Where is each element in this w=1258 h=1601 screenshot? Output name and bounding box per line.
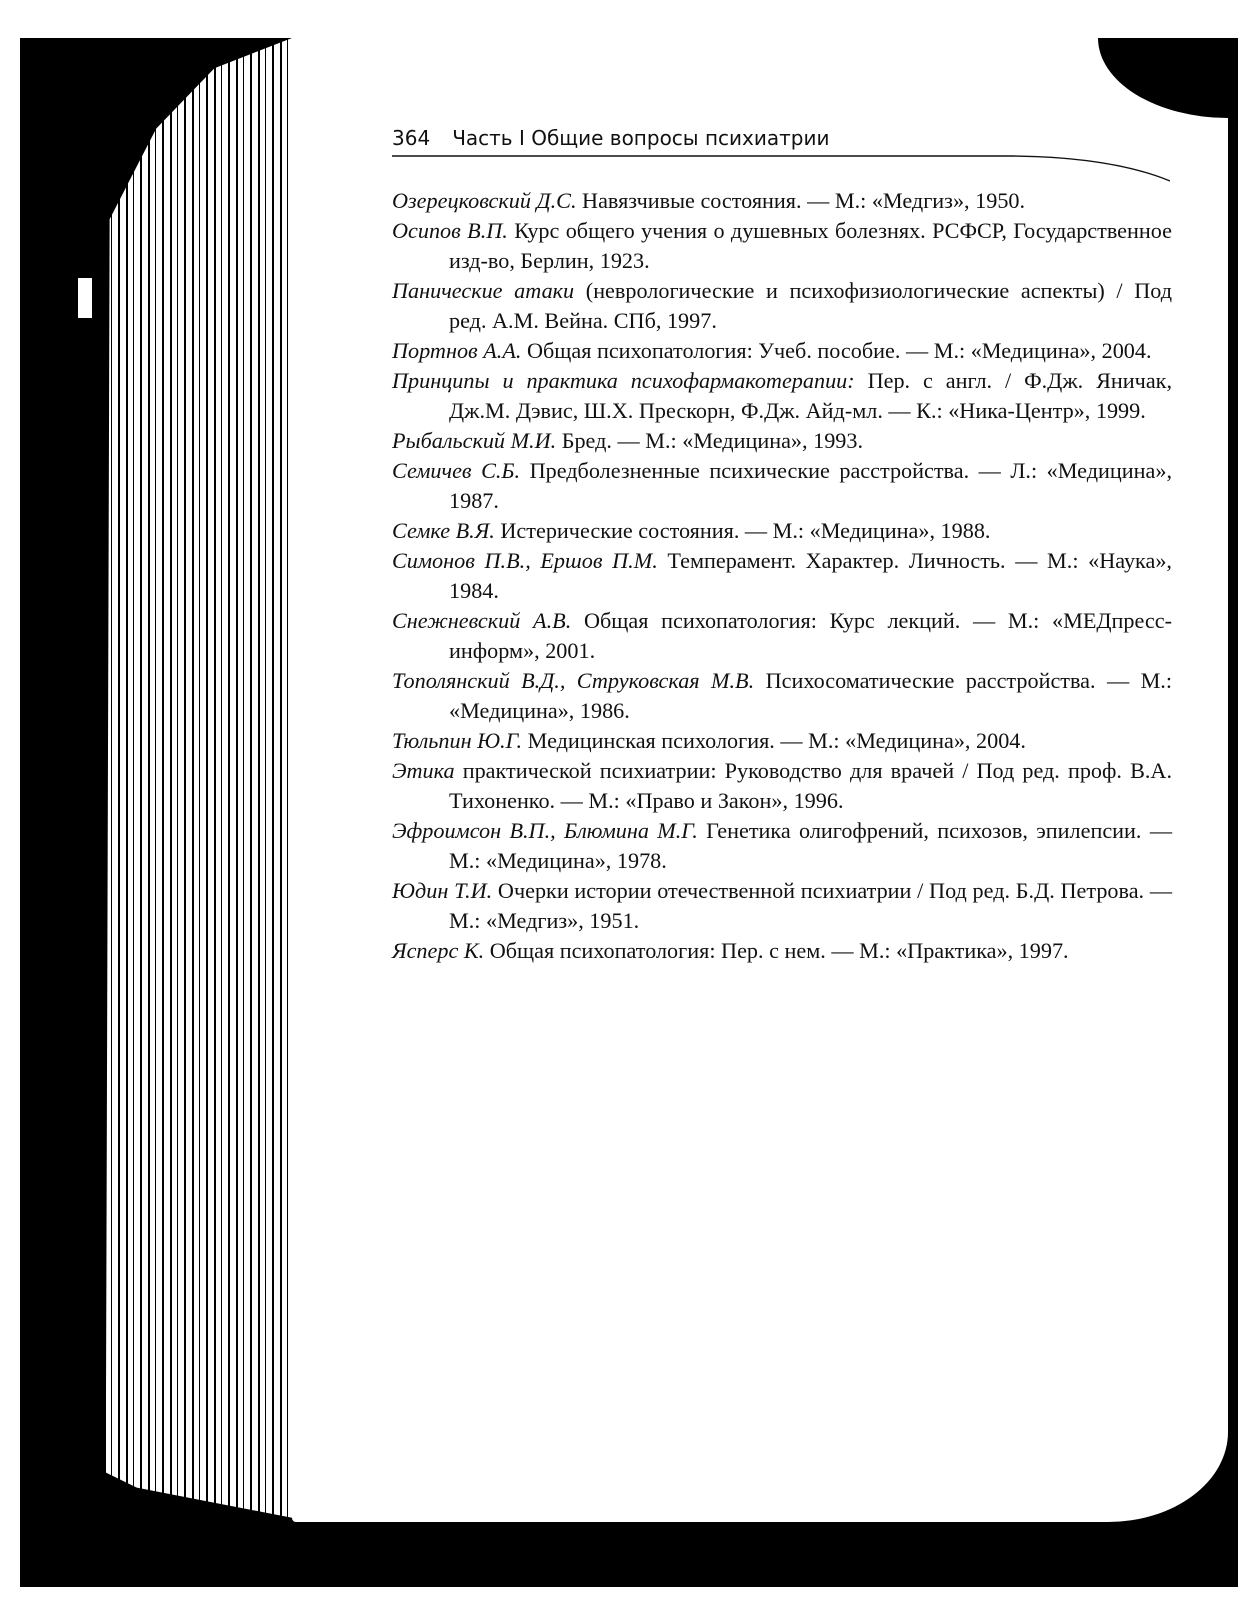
entry-text: Темперамент. Характер. Личность. — М.: «Наука», 1984. bbox=[449, 548, 1172, 603]
bibliography-entry bbox=[392, 336, 1172, 366]
entry-author: Портнов А.А. bbox=[392, 338, 522, 363]
bibliography-entry bbox=[392, 186, 1172, 216]
bibliography-entry bbox=[392, 456, 1172, 516]
entry-text: Предболезненные психические расстройства. — Л.: «Медицина», 1987. bbox=[449, 458, 1173, 513]
entry-author: Семичев С.Б. bbox=[392, 458, 521, 483]
bibliography-entry bbox=[392, 216, 1172, 276]
entry-author: Принципы и практика психофармакотерапии: bbox=[392, 368, 855, 393]
entry-text: Психосоматические расстройства. — М.: «Медицина», 1986. bbox=[449, 668, 1173, 723]
running-head bbox=[392, 126, 1170, 150]
entry-author: Юдин Т.И. bbox=[392, 878, 493, 903]
entry-text: Генетика олигофрений, психозов, эпилепсии. — М.: «Медицина», 1978. bbox=[449, 818, 1173, 873]
page-edge-tab bbox=[78, 278, 92, 318]
entry-author: Снежневский А.В. bbox=[392, 608, 572, 633]
entry-author: Осипов В.П. bbox=[392, 218, 508, 243]
entry-author: Симонов П.В., Ершов П.М. bbox=[392, 548, 658, 573]
entry-text: Пер. с англ. / Ф.Дж. Яничак, Дж.М. Дэвис, Ш.Х. Прескорн, Ф.Дж. Айд-мл. — К.: «Ника-Центр», 1999. bbox=[449, 368, 1172, 423]
entry-author: Панические атаки bbox=[392, 278, 575, 303]
book-page-edges bbox=[20, 38, 292, 1548]
entry-text: Курс общего учения о душевных болезнях. РСФСР, Государственное изд-во, Берлин, 1923. bbox=[449, 218, 1172, 273]
bibliography-entry bbox=[392, 516, 1172, 546]
bibliography-entry bbox=[392, 816, 1172, 876]
bibliography-entry bbox=[392, 366, 1172, 426]
bibliography-entry bbox=[392, 756, 1172, 816]
entry-text: Очерки истории отечественной психиатрии / Под ред. Б.Д. Петрова. — М.: «Медгиз», 1951. bbox=[449, 878, 1173, 933]
entry-author: Тюльпин Ю.Г. bbox=[392, 728, 523, 753]
entry-text: Медицинская психология. — М.: «Медицина», 2004. bbox=[522, 728, 1026, 753]
entry-text: Навязчивые состояния. — М.: «Медгиз», 1950. bbox=[576, 188, 1026, 213]
page-edge-strips bbox=[98, 38, 292, 1548]
bibliography-entry bbox=[392, 606, 1172, 666]
entry-text: Общая психопатология: Курс лекций. — М.: «МЕДпресс-информ», 2001. bbox=[449, 608, 1173, 663]
running-head-rule bbox=[392, 155, 1170, 185]
page-number: 364 bbox=[392, 126, 431, 150]
entry-author: Семке В.Я. bbox=[392, 518, 495, 543]
bibliography-entry bbox=[392, 876, 1172, 936]
entry-author: Эфроимсон В.П., Блюмина М.Г. bbox=[392, 818, 698, 843]
entry-author: Этика bbox=[392, 758, 455, 783]
entry-text: (неврологические и психофизиологические аспекты) / Под ред. А.М. Вейна. СПб, 1997. bbox=[449, 278, 1172, 333]
bibliography-entry bbox=[392, 726, 1172, 756]
section-title: Часть I Общие вопросы психиатрии bbox=[452, 126, 830, 150]
entry-text: практической психиатрии: Руководство для врачей / Под ред. проф. В.А. Тихоненко. — М.: «Право и Закон», 1996. bbox=[449, 758, 1172, 813]
entry-author: Рыбальский М.И. bbox=[392, 428, 557, 453]
bibliography-entry bbox=[392, 426, 1172, 456]
bibliography-list bbox=[392, 186, 1172, 966]
entry-author: Ясперс К. bbox=[392, 938, 485, 963]
bibliography-entry bbox=[392, 936, 1172, 966]
bibliography-entry bbox=[392, 546, 1172, 606]
entry-text: Бред. — М.: «Медицина», 1993. bbox=[556, 428, 864, 453]
bibliography-entry bbox=[392, 276, 1172, 336]
entry-author: Тополянский В.Д., Струковская М.В. bbox=[392, 668, 755, 693]
entry-text: Общая психопатология: Пер. с нем. — М.: «Практика», 1997. bbox=[484, 938, 1069, 963]
entry-text: Истерические состояния. — М.: «Медицина», 1988. bbox=[494, 518, 991, 543]
entry-text: Общая психопатология: Учеб. пособие. — М.: «Медицина», 2004. bbox=[521, 338, 1152, 363]
bibliography-entry bbox=[392, 666, 1172, 726]
page-corner-curl bbox=[1098, 38, 1228, 118]
entry-author: Озерецковский Д.С. bbox=[392, 188, 577, 213]
